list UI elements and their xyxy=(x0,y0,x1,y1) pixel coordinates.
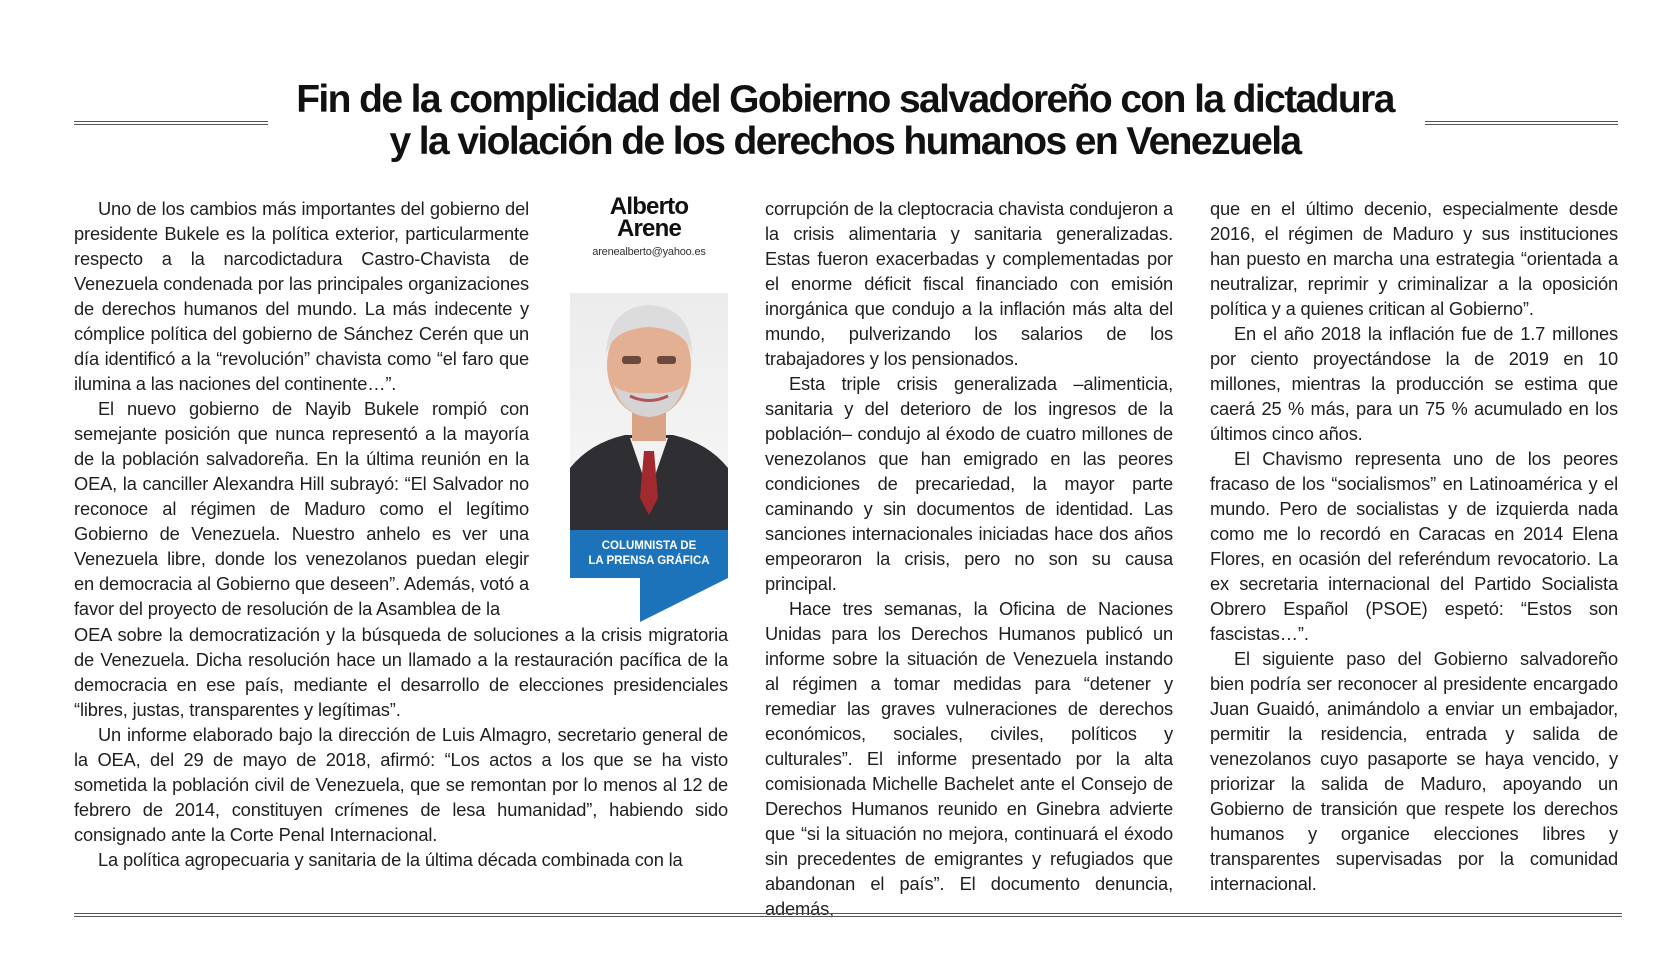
paragraph: En el año 2018 la inflación fue de 1.7 millones por ciento proyectándose la de 2019 en 10 millones, mientras la producción se estima que caerá 25 % más, para un 75 % acumulado en los últimos cinco años. xyxy=(1210,323,1618,444)
headline-line-1: Fin de la complicidad del Gobierno salvadoreño con la dictadura xyxy=(296,78,1394,121)
paragraph: Uno de los cambios más importantes del gobierno del presidente Bukele es la política exterior, particularmente respecto a la narcodictadura Castro-Chavista de Venezuela condenada por las principales organizaciones de derechos humanos del mundo. La más indecente y cómplice política del gobierno de Sánchez Cerén que un día identificó a la “revolución” chavista como “el faro que ilumina a las naciones del continente…”. xyxy=(74,198,529,394)
paragraph: Un informe elaborado bajo la dirección de Luis Almagro, secretario general de la OEA, del 29 de mayo de 2018, afirmó: “Los actos a los que se ha visto sometida la población civil de Venezuela, que se remontan por lo menos al 12 de febrero de 2014, constituyen crímenes de lesa humanidad”, habiendo sido consignado ante la Corte Penal Internacional. xyxy=(74,724,728,845)
headline-line-2: y la violación de los derechos humanos en Venezuela xyxy=(389,120,1301,163)
author-portrait xyxy=(570,293,728,530)
paragraph: El nuevo gobierno de Nayib Bukele rompió con semejante posición que nunca representó a la mayoría de la población salvadoreña. En la última reunión en la OEA, la canciller Alexandra Hill subrayó: “El Salvador no reconoce al régimen de Maduro como el legítimo Gobierno de Venezuela. Nuestro anhelo es ver una Venezuela libre, donde los venezolanos puedan elegir en democracia al Gobierno que deseen”. Además, votó a favor del proyecto de resolución de la Asamblea de la xyxy=(74,398,529,619)
tag-arrow-icon xyxy=(640,578,730,622)
author-name xyxy=(570,193,728,242)
bottom-rule xyxy=(74,913,1622,917)
columnist-tag-line-1: COLUMNISTA DE xyxy=(601,540,697,552)
column-4 xyxy=(1210,196,1618,896)
article-headline xyxy=(265,79,1425,163)
column-1 xyxy=(74,196,529,621)
paragraph: El siguiente paso del Gobierno salvadoreño bien podría ser reconocer al presidente encargado Juan Guaidó, animándolo a enviar un embajador, permitir la residencia, entrada y salida de venezolanos cuyo pasaporte se haya vencido, y priorizar la salida de Maduro, apoyando un Gobierno de transición que respete los derechos humanos y organice elecciones libres y transparentes supervisadas por la comunidad internacional. xyxy=(1210,648,1618,894)
paragraph: OEA sobre la democratización y la búsqueda de soluciones a la crisis migratoria de Venezuela. Dicha resolución hace un llamado a la restauración pacífica de la democracia en ese país, mediante el desarrollo de elecciones presidenciales “libres, justas, transparentes y legítimas”. xyxy=(74,624,728,720)
paragraph: Hace tres semanas, la Oficina de Naciones Unidas para los Derechos Humanos publicó un informe sobre la situación de Venezuela instando al régimen a tomar medidas para “detener y remediar las graves vulneraciones de derechos económicos, sociales, civiles, políticos y culturales”. El informe presentado por la alta comisionada Michelle Bachelet ante el Consejo de Derechos Humanos reunido en Ginebra advierte que “si la situación no mejora, continuará el éxodo sin precedentes de emigrantes y refugiados que abandonan el país”. El documento denuncia, además, xyxy=(765,598,1173,919)
column-3 xyxy=(765,196,1173,921)
paragraph: corrupción de la cleptocracia chavista condujeron a la crisis alimentaria y sanitaria generalizadas. Estas fueron exacerbadas y complementadas por el enorme déficit fiscal financiado con emisión inorgánica que condujo a la inflación más alta del mundo, pulverizando los salarios de los trabajadores y los pensionados. xyxy=(765,198,1173,369)
columnist-tag-line-2: LA PRENSA GRÁFICA xyxy=(588,555,710,567)
paragraph: que en el último decenio, especialmente desde 2016, el régimen de Maduro y sus instituciones han puesto en marcha una estrategia “orientada a neutralizar, reprimir y criminalizar a la oposición política y a quienes critican al Gobierno”. xyxy=(1210,198,1618,319)
author-last-name: Arene xyxy=(616,215,682,242)
headline-rule-left xyxy=(74,121,268,125)
author-box xyxy=(570,193,728,258)
paragraph: Esta triple crisis generalizada –alimenticia, sanitaria y del deterioro de los ingresos de la población– condujo al éxodo de cuatro millones de venezolanos que han emigrado en las peores condiciones de precariedad, la mayor parte caminando y sin documentos de identidad. Las sanciones internacionales iniciadas hace dos años empeoraron la crisis, pero no son su causa principal. xyxy=(765,373,1173,594)
author-first-name: Alberto xyxy=(609,193,689,220)
column-1-continued xyxy=(74,622,728,872)
columnist-tag xyxy=(570,530,728,578)
paragraph: El Chavismo representa uno de los peores fracaso de los “socialismos” en Latinoamérica y el mundo. Pero de socialistas y de izquierda nada como me lo recordó en Caracas en 2014 Elena Flores, en ocasión del referéndum revocatorio. La ex secretaria internacional del Partido Socialista Obrero Español (PSOE) espetó: “Estos son fascistas…”. xyxy=(1210,448,1618,644)
author-email[interactable]: arenealberto@yahoo.es xyxy=(592,246,706,258)
author-photo-icon xyxy=(570,293,728,530)
headline-rule-right xyxy=(1425,121,1618,125)
paragraph: La política agropecuaria y sanitaria de la última década combinada con la xyxy=(98,849,683,870)
